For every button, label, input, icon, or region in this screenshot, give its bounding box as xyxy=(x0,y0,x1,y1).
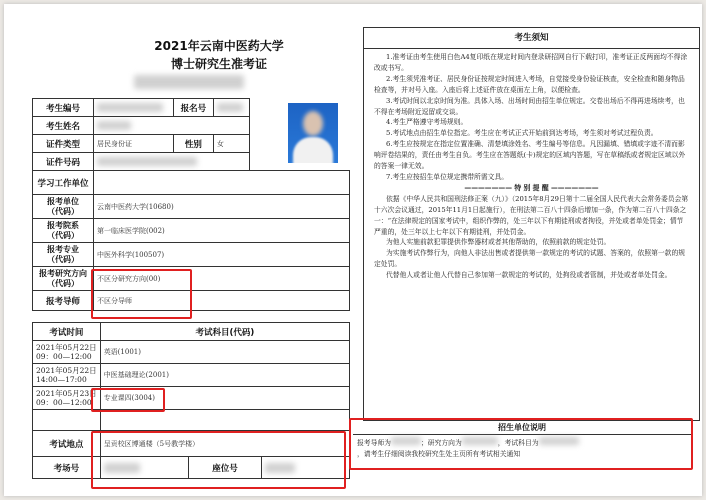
notice-body xyxy=(364,49,699,284)
special-reminder-heading: ——————— 特 别 提 醒 ——————— xyxy=(464,183,599,192)
special-item: 依据《中华人民共和国刑法修正案（九）》（2015年8月29日第十二届全国人民代表大会常务委员会第十六次会议通过，2015年11月1日起施行），在刑法第二百八十四条后增加一条，作为第二百八十四条之一：“在法律规定的国家考试中，组织作弊的，处三年以下有期徒刑或者拘役，并处或者单处罚金；情节严重的，处三年以上七年以下有期徒刑，并处罚金。 xyxy=(374,194,689,236)
apply-direction-label: 报考研究方向 （代码） xyxy=(33,267,94,291)
special-item: 为他人实施前款犯罪提供作弊器材或者其他帮助的，依照前款的规定处罚。 xyxy=(386,238,611,247)
exam-no-value xyxy=(93,99,173,117)
notice-item: 4.考生严格遵守考场规则。 xyxy=(386,118,468,127)
apply-unit-value: 云南中医药大学(10680) xyxy=(93,195,349,219)
apply-dept-label: 报考院系 （代码） xyxy=(33,219,94,243)
reg-no-value xyxy=(213,99,249,117)
unit-note-body: 报考导师为 ；研究方向为 ，考试科目为 ，请考生仔细阅读我校研究生处主页所有考试相关通知 xyxy=(353,435,691,462)
notice-item: 5.考试地点由招生单位指定。考生应在考试正式开始前到达考场，考生须对考试过程负责。 xyxy=(386,129,658,138)
candidate-photo xyxy=(288,103,338,163)
name-value xyxy=(93,117,249,135)
supervisor-label: 报考导师 xyxy=(33,291,94,311)
notice-item: 6.考生应按规定在指定位置准确、清楚填涂姓名、考生编号等信息。凡因漏填、错填或字迹不清而影响评卷结果的，责任由考生自负。考生应在答题纸(卡)规定的区域内答题，写在草稿纸或者规定区域以外的答案一律无效。 xyxy=(374,140,686,171)
apply-major-value: 中医外科学(100507) xyxy=(93,243,349,267)
redacted-barcode xyxy=(134,75,244,89)
notice-item: 7.考生应按招生单位规定携带所需文具。 xyxy=(386,172,509,181)
university-title: 2021年云南中医药大学 xyxy=(154,39,284,53)
special-item: 为实施考试作弊行为，向他人非法出售或者提供第一款规定的考试的试题、答案的，依照第一款的规定处罚。 xyxy=(374,249,686,269)
unit-note xyxy=(353,422,691,468)
apply-dept-value: 第一临床医学院(002) xyxy=(93,219,349,243)
exam-time-cell: 2021年05月23日 09：00—12:00 xyxy=(33,387,101,410)
notice-item: 1.准考证由考生使用白色A4复印纸在规定时间内登录研招网自行下载打印，准考证正反两面均不得涂改或书写。 xyxy=(374,53,688,72)
notice-item: 2.考生须凭准考证、居民身份证按规定时间进入考场，自觉接受身份验证核查，安全检查和随身物品检查等，并对号入座。入座后将上述证件放在桌面左上角，以便检查。 xyxy=(374,74,685,94)
apply-major-label: 报考专业 （代码） xyxy=(33,243,94,267)
highlight-apply-direction xyxy=(91,269,192,319)
exam-subject-cell: 专业课四(3004) xyxy=(100,387,349,410)
reg-no-label: 报名号 xyxy=(173,99,213,117)
gender-label: 性别 xyxy=(173,135,213,153)
apply-unit-label: 报考单位 （代码） xyxy=(33,195,94,219)
exam-subject-cell: 英语(1001) xyxy=(100,341,349,364)
exam-time-cell: 2021年05月22日 09：00—12:00 xyxy=(33,341,101,364)
unit-note-heading: 招生单位说明 xyxy=(353,422,691,435)
exam-subject-header: 考试科目(代码) xyxy=(100,323,349,341)
exam-time-header: 考试时间 xyxy=(33,323,101,341)
id-no-value xyxy=(93,153,249,171)
ticket-title: 博士研究生准考证 xyxy=(170,57,267,71)
exam-location-value: 呈贡校区博通楼（5号教学楼） xyxy=(100,431,349,457)
room-no-label: 考场号 xyxy=(33,457,101,479)
id-no-label: 证件号码 xyxy=(33,153,94,171)
apply-direction-value: 不区分研究方向(00) xyxy=(93,267,349,291)
exam-subject-cell: 中医基础理论(2001) xyxy=(100,364,349,387)
id-type-value: 居民身份证 xyxy=(93,135,173,153)
admission-ticket xyxy=(4,4,702,496)
id-type-label: 证件类型 xyxy=(33,135,94,153)
supervisor-value: 不区分导师 xyxy=(93,291,349,311)
work-unit-value xyxy=(93,171,349,195)
special-item: 代替他人或者让他人代替自己参加第一款规定的考试的，处拘役或者管制，并处或者单处罚金。 xyxy=(386,271,672,280)
notice-item: 3.考试时间以北京时间为准。具体入场、出场时间由招生单位规定。交卷出场后不得再进场续考，也不得在考场附近逗留或交谈。 xyxy=(374,96,685,116)
exam-no-label: 考生编号 xyxy=(33,99,94,117)
seat-no-label: 座位号 xyxy=(189,457,262,479)
highlight-exam-location xyxy=(91,431,346,489)
highlight-exam-subject xyxy=(91,388,165,412)
exam-location-label: 考试地点 xyxy=(33,431,101,457)
work-unit-label: 学习工作单位 xyxy=(33,171,94,195)
gender-value: 女 xyxy=(213,135,249,153)
candidate-notice xyxy=(363,27,700,421)
name-label: 考生姓名 xyxy=(33,117,94,135)
notice-heading: 考生须知 xyxy=(364,28,699,49)
exam-time-cell: 2021年05月22日 14:00—17:00 xyxy=(33,364,101,387)
